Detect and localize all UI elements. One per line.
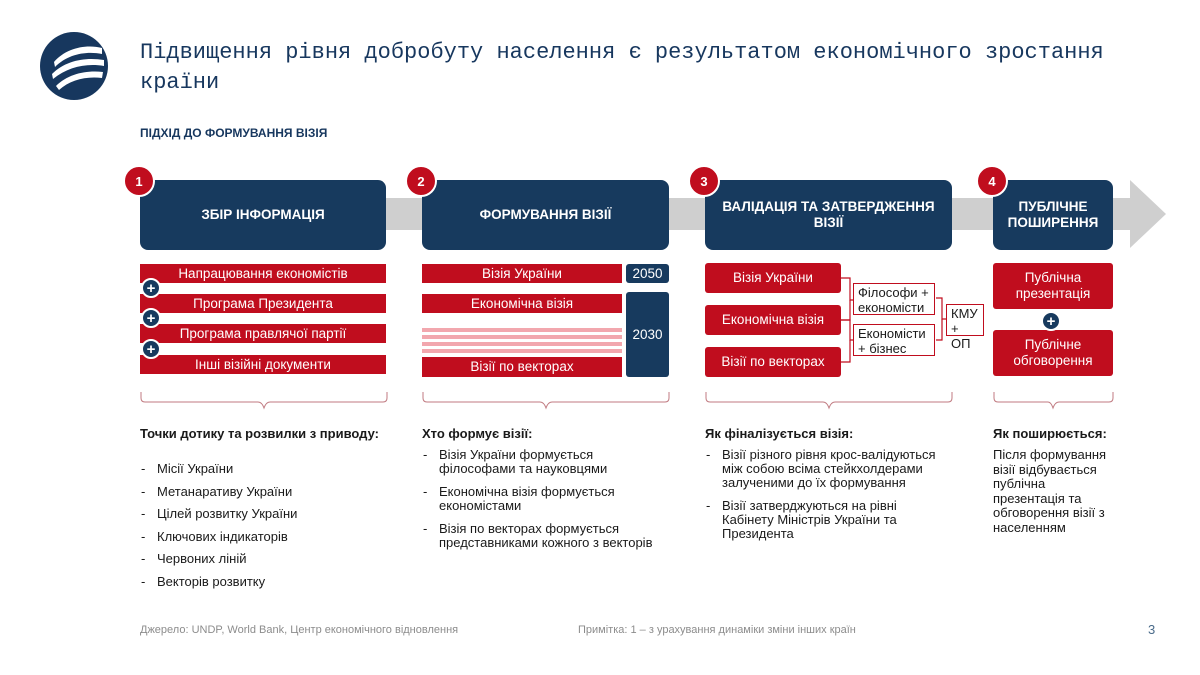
stage-3-header (705, 180, 952, 250)
validator-economists-business: Економісти + бізнес (853, 324, 935, 356)
stage-2-label: ФОРМУВАННЯ ВІЗІЇ (479, 207, 612, 222)
list-item: - Червоних ліній (140, 552, 380, 566)
stage-2-item: Економічна візія (422, 294, 622, 313)
column-1-heading: Точки дотику та розвилки з приводу: (140, 426, 379, 441)
stage-3-item: Візії по векторах (705, 347, 841, 377)
stage-4-item: Публічна презентація (993, 263, 1113, 309)
list-item: - Метанаративу України (140, 485, 380, 499)
list-item: - Візія України формується філософами та науковцями (422, 448, 672, 476)
list-item: - Ключових індикаторів (140, 530, 380, 544)
stage-3-number-badge: 3 (688, 165, 720, 197)
list-item: - Візії різного рівня крос-валідуються між собою всіма стейкхолдерами залученими до їх формування (705, 448, 950, 490)
brace-icon (705, 390, 953, 410)
brace-icon (422, 390, 670, 410)
stage-4-number-badge: 4 (976, 165, 1008, 197)
section-subtitle: ПІДХІД ДО ФОРМУВАННЯ ВІЗІЯ (140, 126, 328, 140)
list-item: - Цілей розвитку України (140, 507, 380, 521)
process-arrow-head-icon (1130, 180, 1166, 248)
stage-4-header (993, 180, 1113, 250)
stage-3-item: Економічна візія (705, 305, 841, 335)
list-item: - Економічна візія формується економістами (422, 485, 672, 513)
page-title: Підвищення рівня добробуту населення є результатом економічного зростання країни (140, 40, 1104, 95)
year-badge-2030: 2030 (626, 292, 669, 377)
stage-2-number-badge: 2 (405, 165, 437, 197)
stage-2-header (422, 180, 669, 250)
stage-2-item: Візія України (422, 264, 622, 283)
stage-2-stacked-layer (422, 342, 622, 346)
stage-1-number-badge: 1 (123, 165, 155, 197)
stage-1-item: Інші візійні документи (140, 355, 386, 374)
column-2-heading: Хто формує візії: (422, 426, 533, 441)
stage-2-stacked-layer (422, 349, 622, 353)
validator-philosophers-economists: Філософи + економісти (853, 283, 935, 315)
footer-note: Примітка: 1 – з урахування динаміки зміни інших країн (578, 624, 856, 636)
list-item: - Місії України (140, 462, 380, 476)
company-logo-icon (40, 32, 108, 100)
plus-icon: + (141, 278, 161, 298)
stage-1-item: Програма Президента (140, 294, 386, 313)
validation-connectors (840, 260, 950, 380)
brace-icon (140, 390, 388, 410)
column-1-list (140, 462, 380, 589)
column-4-heading: Як поширюється: (993, 426, 1107, 441)
stage-4-item: Публічне обговорення (993, 330, 1113, 376)
stage-3-item: Візія України (705, 263, 841, 293)
stage-3-label: ВАЛІДАЦІЯ ТА ЗАТВЕРДЖЕННЯ ВІЗІЇ (722, 199, 935, 230)
stage-1-label: ЗБІР ІНФОРМАЦІЯ (201, 207, 325, 222)
plus-icon: + (1041, 311, 1061, 331)
column-3-list (705, 448, 950, 541)
page-number: 3 (1148, 622, 1156, 637)
year-badge-2050: 2050 (626, 264, 669, 283)
plus-icon: + (141, 308, 161, 328)
stage-2-item: Візії по векторах (422, 357, 622, 377)
list-item: - Візія по векторах формується представниками кожного з векторів (422, 522, 672, 550)
column-4-text: Після формування візії відбувається публічна презентація та обговорення візії з населенням (993, 447, 1107, 535)
stage-1-header (140, 180, 386, 250)
brace-icon (993, 390, 1114, 410)
stage-2-stacked-layer (422, 328, 622, 332)
column-2-list (422, 448, 672, 550)
list-item: - Візії затверджуються на рівні Кабінету Міністрів України та Президента (705, 499, 950, 541)
footer-source: Джерело: UNDP, World Bank, Центр економічного відновлення (140, 624, 459, 636)
column-3-heading: Як фіналізується візія: (705, 426, 854, 441)
plus-icon: + (141, 339, 161, 359)
stage-1-item: Програма правлячої партії (140, 324, 386, 343)
stage-1-item: Напрацювання економістів (140, 264, 386, 283)
stage-2-stacked-layer (422, 335, 622, 339)
stage-4-label: ПУБЛІЧНЕ ПОШИРЕННЯ (1007, 199, 1099, 230)
list-item: - Векторів розвитку (140, 575, 380, 589)
approval-kmu-op: КМУ + ОП (946, 304, 984, 336)
